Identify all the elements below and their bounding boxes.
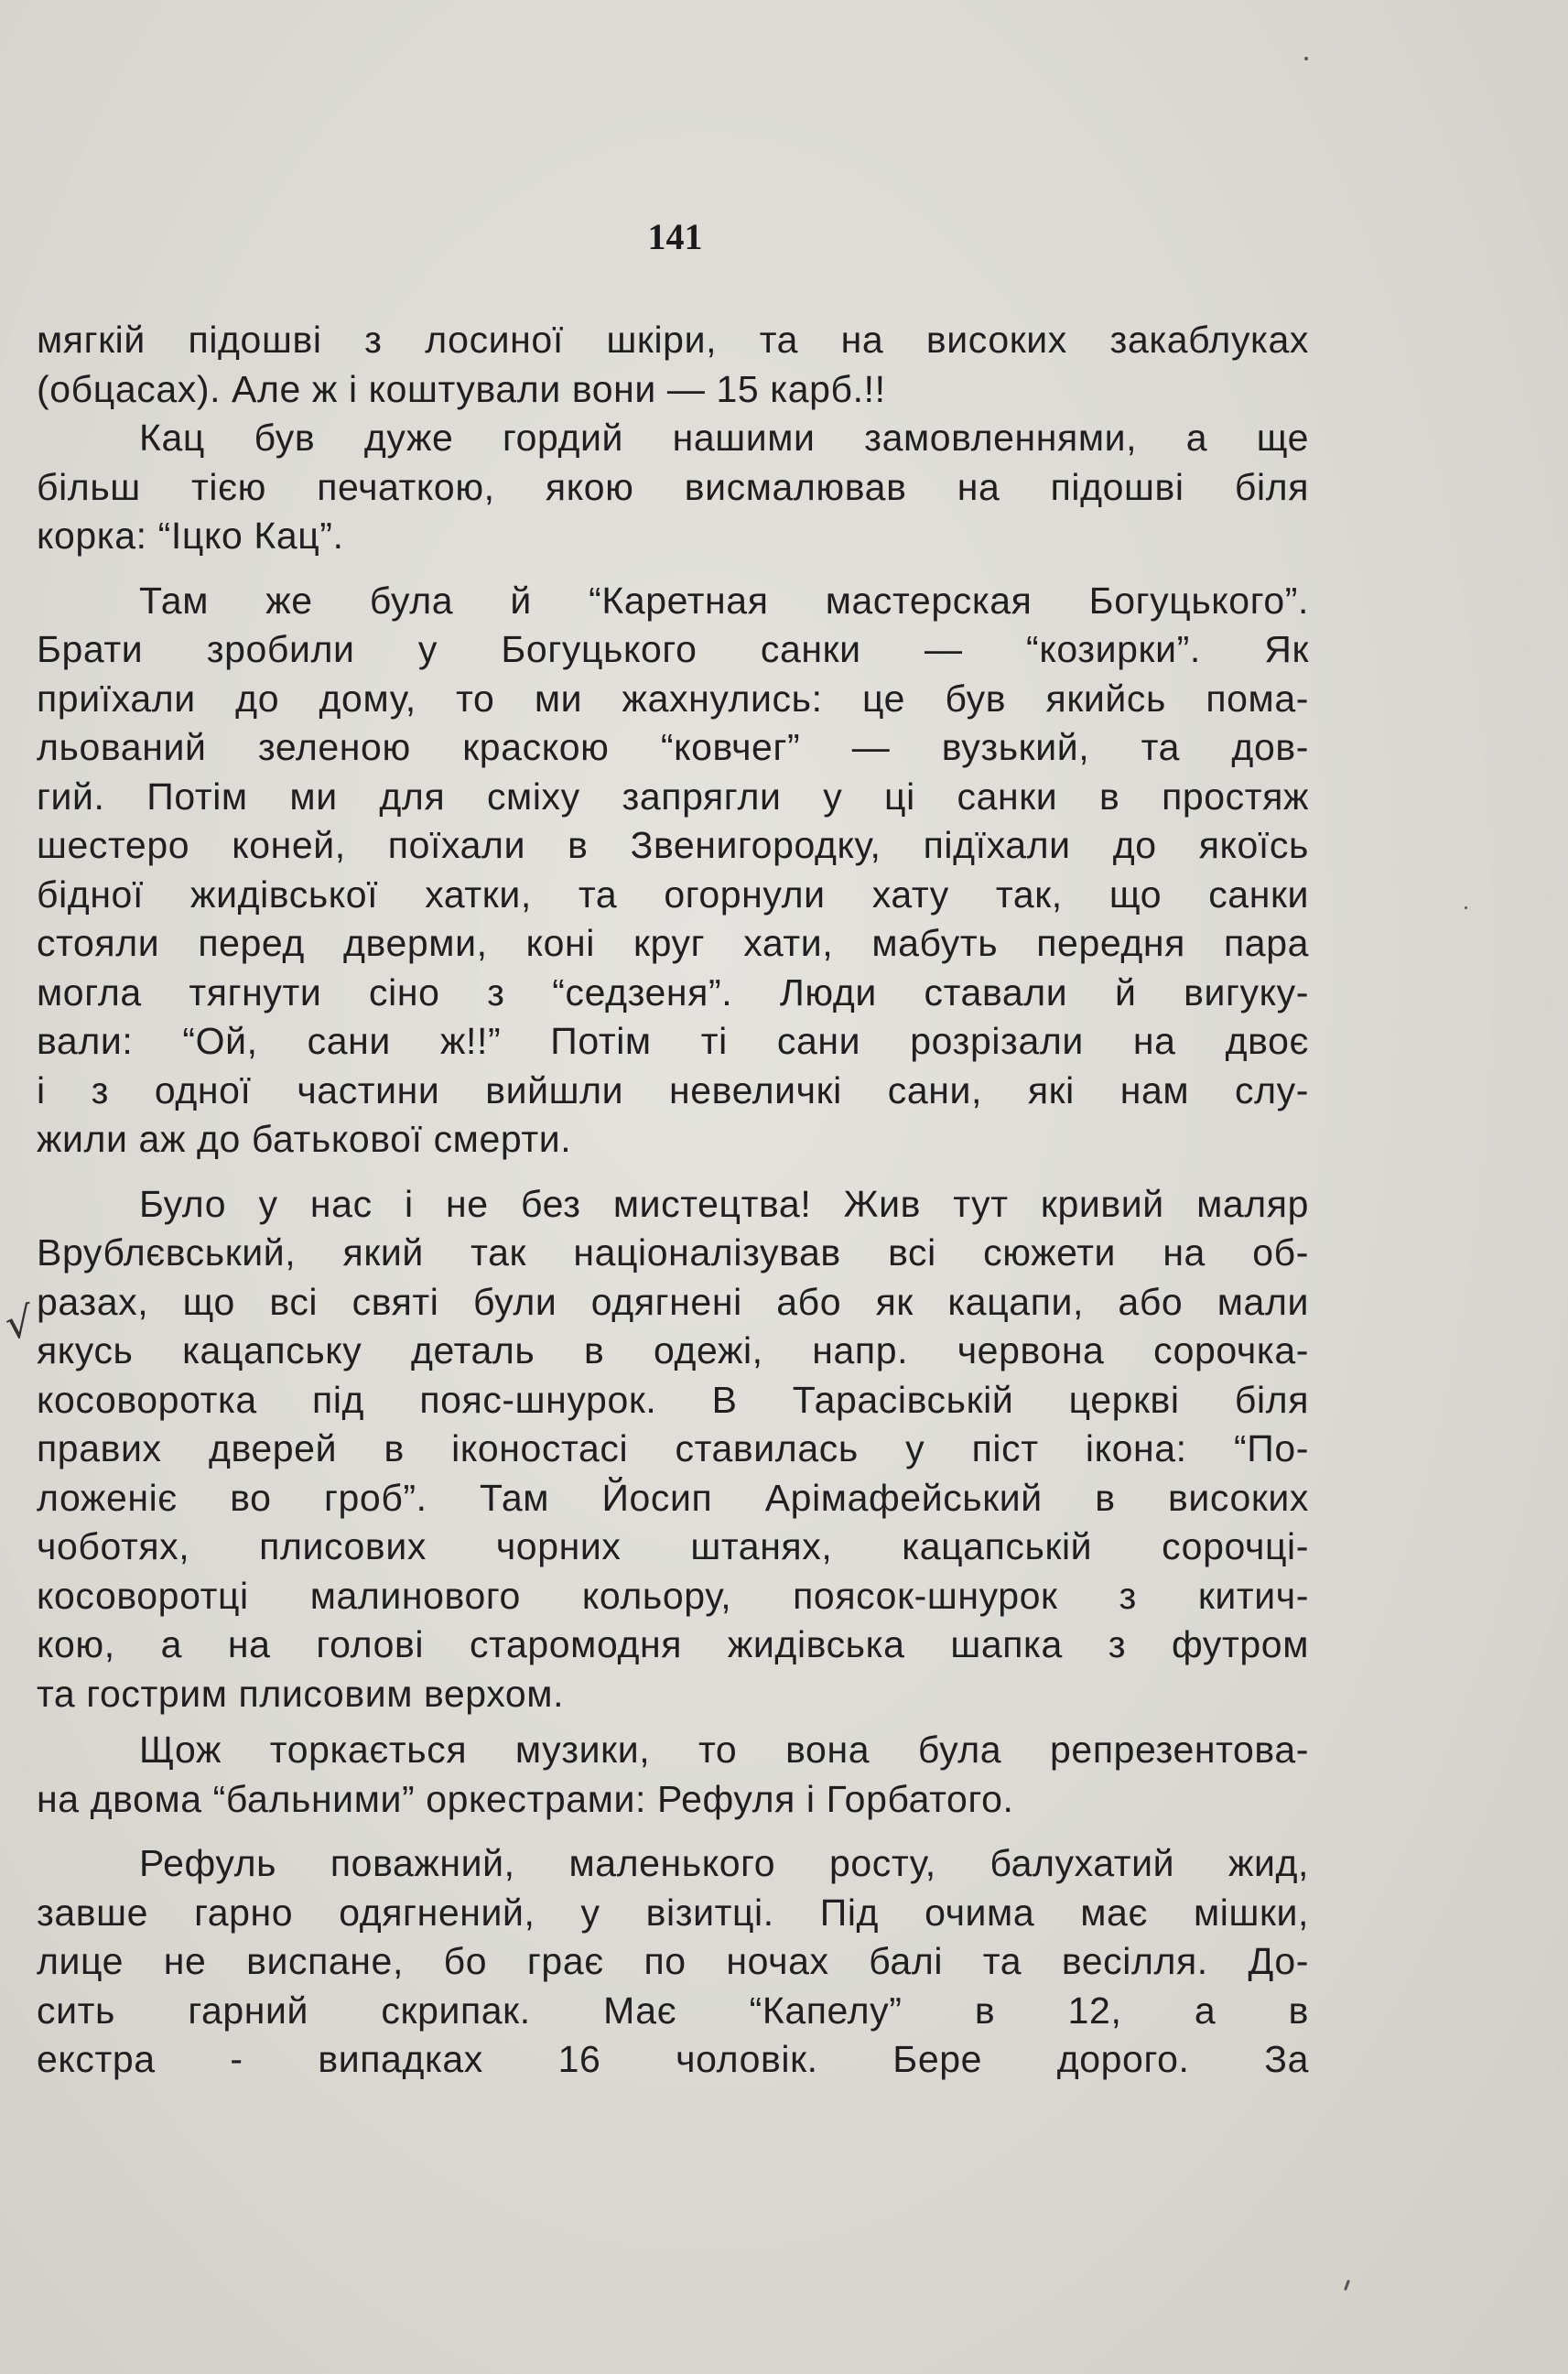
text-line: шестеро коней, поїхали в Звенигородку, підїхали до якоїсь	[37, 824, 1309, 866]
text-line: сить гарний скрипак. Має “Капелу” в 12, а в	[37, 1989, 1309, 2032]
text-line: якусь кацапську деталь в одежі, напр. червона сорочка-	[37, 1329, 1309, 1371]
text-line: косоворотці малинового кольору, поясок-шнурок з китич-	[37, 1574, 1309, 1617]
text-line: та гострим плисовим верхом.	[37, 1672, 565, 1715]
text-line: Кац був дуже гордий нашими замовленнями, а ще	[139, 417, 1309, 459]
page-number: 141	[647, 216, 703, 257]
text-line: ложеніє во гроб”. Там Йосип Арімафейський в високих	[37, 1476, 1309, 1519]
text-line: стояли перед дверми, коні круг хати, мабуть передня пара	[37, 922, 1309, 964]
paper-speck	[1465, 906, 1467, 909]
text-line: лице не виспане, бо грає по ночах балі та весілля. До-	[37, 1940, 1309, 1982]
text-line: могла тягнути сіно з “седзеня”. Люди ставали й вигуку-	[37, 970, 1309, 1014]
text-line: корка: “Іцко Кац”.	[37, 515, 344, 557]
text-line: і з одної частини вийшли невеличкі сани, які нам слу-	[37, 1068, 1309, 1111]
text-line: завше гарно одягнений, у візитці. Під очима має мішки,	[37, 1891, 1309, 1934]
text-line: разах, що всі святі були одягнені або як кацапи, або мали	[37, 1280, 1309, 1323]
text-line: кою, а на голові старомодня жидівська шапка з футром	[37, 1623, 1309, 1665]
text-line: мягкій підошві з лосиної шкіри, та на високих закаблуках	[37, 319, 1309, 361]
text-line: Було у нас і не без мистецтва! Жив тут кривий маляр	[139, 1182, 1309, 1225]
paragraph-gap	[37, 1718, 1309, 1726]
text-line: бідної жидівської хатки, та огорнули хату так, що санки	[37, 873, 1309, 916]
text-line: Рефуль поважний, маленького росту, балухатий жид,	[139, 1842, 1309, 1884]
text-line: більш тією печаткою, якою висмалював на підошві біля	[37, 465, 1309, 508]
text-line: косоворотка під пояс-шнурок. В Тарасівській церкві біля	[37, 1378, 1309, 1421]
paper-speck	[1344, 2280, 1350, 2291]
text-line: вали: “Ой, сани ж!!” Потім ті сани розрізали на двоє	[37, 1020, 1309, 1062]
text-line: приїхали до дому, то ми жахнулись: це був якийсь пома-	[37, 677, 1309, 720]
body-text	[37, 316, 1309, 2085]
text-line: Врублєвський, який так націоналізував всі сюжети на об-	[37, 1231, 1309, 1274]
text-line: гий. Потім ми для сміху запрягли у ці санки в простяж	[37, 775, 1309, 818]
text-line: правих дверей в іконостасі ставилась у піст ікона: “По-	[37, 1427, 1309, 1469]
text-line: на двома “бальними” оркестрами: Рефуля і Горбатого.	[37, 1777, 1014, 1820]
paragraph-gap	[37, 1165, 1309, 1180]
text-line: жили аж до батькової смерти.	[37, 1118, 572, 1160]
margin-check-mark: √	[2, 1296, 36, 1350]
text-line: льований зеленою краскою “ковчег” — вузький, та дов-	[37, 726, 1309, 768]
text-line: Щож торкається музики, то вона була репрезентова-	[139, 1729, 1309, 1771]
text-line: Брати зробили у Богуцького санки — “козирки”. Як	[37, 628, 1309, 670]
text-line: екстра - випадках 16 чоловік. Бере дорого. За	[37, 2038, 1309, 2080]
text-line: Там же була й “Каретная мастерская Богуцького”.	[139, 579, 1309, 622]
text-line: (обцасах). Але ж і коштували вони — 15 карб.!!	[37, 367, 886, 410]
paper-speck	[1304, 57, 1308, 60]
text-line: чоботях, плисових чорних штанях, кацапській сорочці-	[37, 1525, 1309, 1567]
paragraph-gap	[37, 561, 1309, 577]
paragraph-gap	[37, 1824, 1309, 1839]
